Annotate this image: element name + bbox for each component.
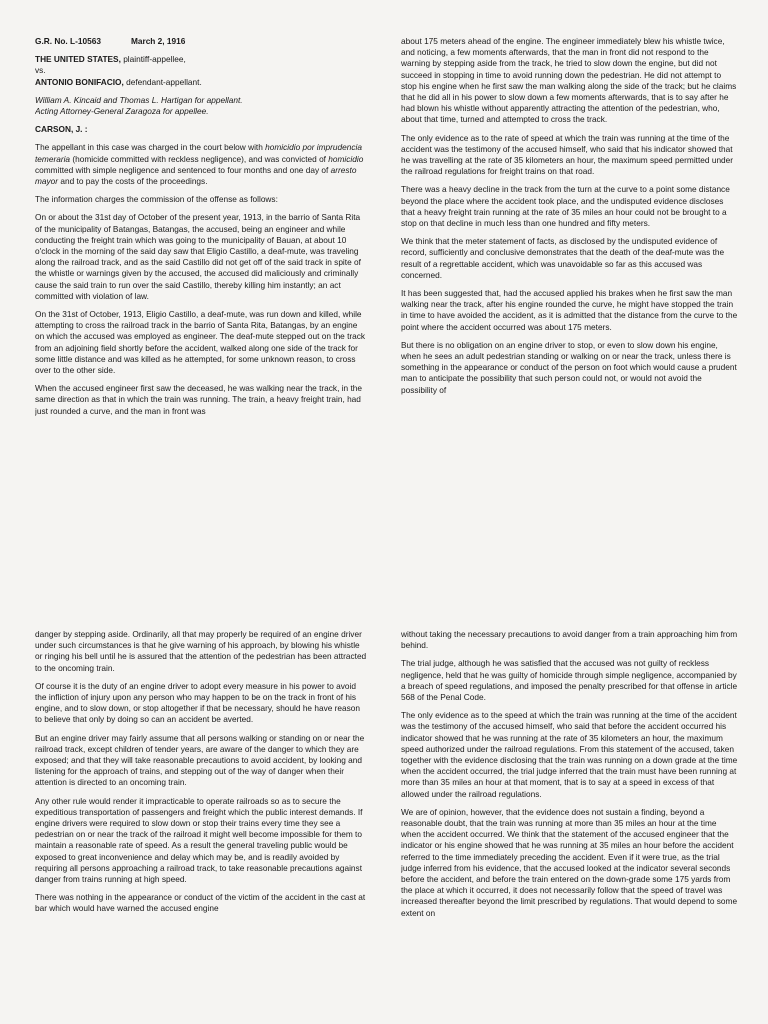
page-column-4 [401,629,738,1024]
page-column-3 [35,629,368,1024]
paragraph-15: Any other rule would render it impracticable to operate railroads so as to secure the expeditious transportation of passengers and freight which the public interest demands. If engine drivers were required to slow down or stop their trains every time they see a pedestrian on or near the track of the railroad it might well become impossible for them to maintain a reasonable rate of speed. As a result the general traveling public would be exposed to great inconvenience and delay which may be, and is readily avoided by requiring all persons approaching a railroad track, to take reasonable precautions against danger from trains running at high speed. [35,795,363,885]
page-break [0,570,768,620]
p1-text-g: and to pay the costs of the proceedings. [58,176,208,187]
paragraph-8: There was a heavy decline in the track from the turn at the curve to a point some distance beyond the place where the accident took place, and the undisputed evidence discloses that a heavy freight train running at the rate of 35 miles an hour could not be brought to a stop on that decline in much less than one hundred and fifty meters. [401,184,730,229]
parties [35,54,368,88]
p1-text-e: committed with simple negligence and sentenced to four months and one day of [35,164,331,175]
paragraph-16: There was nothing in the appearance or conduct of the victim of the accident in the cast at bar which would have warned the accused engine [35,892,366,914]
paragraph-5: When the accused engineer first saw the deceased, he was walking near the track, in the same direction as that in which the train was running. The train, a heavy freight train, had just rounded a curve, and the man in front was [35,383,362,416]
counsel-appellant: William A. Kincaid and Thomas L. Hartigan for appellant. [35,94,243,105]
paragraph-17: without taking the necessary precautions to avoid danger from a train approaching him from behind. [401,629,738,651]
paragraph-6: about 175 meters ahead of the engine. The engineer immediately blew his whistle twice, and noticing, a few moments afterwards, that the man in front did not respond to the warning by stepping aside from the track, he tried to slow down the engine, but did not succeed in stopping in time to avoid running down the pedestrian. He did not attempt to stop his engine when he first saw the man walking along the side of the track; but he claims that he did all in his power to slow down a few moments afterwards, that is to say after he had blown his whistle without apparently attracting the attention of the pedestrian, who, about that time, turned and attempted to cross the track. [401,36,737,125]
paragraph-4: On the 31st of October, 1913, Eligio Castillo, a deaf-mute, was run down and killed, while attempting to cross the railroad track in the barrio of Santa Rita, Batangas, by an engine on which the accused was employed as engineer. The deaf-mute stepped out on the track from an adjoining field shortly before the accident, walked along one side of the track for some little distance and was killed as he attempted, for some unknown reason, to cross over to the other side. [35,309,366,376]
defendant-name: ANTONIO BONIFACIO, [35,76,124,87]
paragraph-3: On or about the 31st day of October of the present year, 1913, in the barrio of Santa Rita of the municipality of Batangas, Batangas, the accused, being an engineer and while conducting the freight train which was going to the municipality of Bauan, at about 10 o'clock in the morning of the said day saw that Eligio Castillo, a deaf-mute, was traveling along the railroad track, and as the said Castillo did not get off of the said track in spite of the whistle or warnings given by the accused, the accused did maliciously and criminally cause the said train to run over the said Castillo, thereby killing him instantly; an act committed with violation of law. [35,212,361,301]
p1-text-f: arresto mayor [35,164,357,187]
p1-text-c: (homicide committed with reckless negligence), and was convicted of [70,153,329,164]
p1-text-a: The appellant in this case was charged in the court below with [35,142,266,153]
paragraph-14: But an engine driver may fairly assume that all persons walking or standing on or near the railroad track, except children of tender years, are aware of the danger to which they are exposed; and that they will take reasonable precautions to avoid accident, by looking and listening for the approach of trains, and stepping out of the way of danger when their attention is directed to an oncoming train. [35,732,365,788]
paragraph-7: The only evidence as to the rate of speed at which the train was running at the time of the accident was the testimony of the accused himself, who said that his indicator showed that he was travelling at the rate of 35 kilometers an hour, the maximum speed permitted under the railroad regulations for freight trains on that road. [401,132,734,177]
counsel-block [35,95,368,117]
plaintiff-role: plaintiff-appellee, [120,54,186,65]
paragraph-1 [35,142,368,187]
case-header [35,36,368,47]
p1-text-d: homicidio [328,153,364,164]
case-number: G.R. No. L-10563 [35,36,101,46]
paragraph-11: But there is no obligation on an engine driver to stop, or even to slow down his engine, when he sees an adult pedestrian standing or walking on or near the track, unless there is something in the appearance or conduct of the person on foot which would cause a prudent man to anticipate the possibility that such person could not, or would not avoid the possibility of [401,339,737,395]
page-column-1 [35,36,368,556]
paragraph-10: It has been suggested that, had the accused applied his brakes when he first saw the man walking near the track, after his engine rounded the curve, he might have stopped the train in time to have avoided the accident, as it is admitted that the distance from the curve to the point where the accident occurred was about 175 meters. [401,288,738,332]
page-column-2 [401,36,738,556]
p1-text-b: homicidio por imprudencia temeraria [35,142,362,164]
justice-name: CARSON, J. : [35,124,88,135]
defendant-role: defendant-appellant. [123,76,202,87]
counsel-appellee: Acting Attorney-General Zaragoza for appellee. [35,106,209,117]
paragraph-19: The only evidence as to the speed at which the train was running at the time of the accident was the testimony of the accused himself, who said that before the accident occurred his indicator showed that he was running at the rate of 35 kilometers an hour, the maximum speed authorized under the railroad regulations. From this statement of the accused, taken together with the evidence disclosing that the train was running on a down grade at the time when the accident occurred, the trial judge inferred that the train must have been running at more than 35 miles an hour at that moment, that is to say at a speed in excess of that allowed under the railroad regulations. [401,710,738,799]
paragraph-13: Of course it is the duty of an engine driver to adopt every measure in his power to avoid the infliction of injury upon any person who may happen to be on the track in front of his engine, and to slow down, or stop altogether if that be necessary, should he have reason to believe that only by doing so can an accident be averted. [35,680,361,725]
paragraph-12: danger by stepping aside. Ordinarily, all that may properly be required of an engine driver under such circumstances is that he give warning of his approach, by blowing his whistle or ringing his bell until he is assured that the attention of the pedestrian has been attracted to the oncoming train. [35,629,367,673]
paragraph-20: We are of opinion, however, that the evidence does not sustain a finding, beyond a reasonable doubt, that the train was running at more than 35 miles an hour at the time when the accident occurred. We think that the statement of the accused engineer that the indicator or his engine showed that he was running at 35 miles an hour before the accident referred to the time immediately preceding the accident. Even if it were true, as the trial judge inferred from his evidence, that the accused looked at the indicator several seconds before the accident, and before the train entered on the down-grade some 175 yards from the place at which it occurred, it does not necessarily follow that the speed of travel was increased thereafter beyond the limit prescribed by regulations. That would depend to some extent on [401,806,738,918]
case-date: March 2, 1916 [130,36,186,46]
versus-label: vs. [35,65,46,76]
paragraph-2: The information charges the commission of the offense as follows: [35,194,278,205]
plaintiff-name: THE UNITED STATES, [35,54,121,65]
paragraph-9: We think that the meter statement of facts, as disclosed by the undisputed evidence of record, sufficiently and conclusive demonstrates that the death of the deaf-mute was the result of a regrettable accident, which was unavoidable so far as this accused was concerned. [401,236,725,280]
paragraph-18: The trial judge, although he was satisfied that the accused was not guilty of reckless negligence, held that he was guilty of homicide through simple negligence, accompanied by a breach of speed regulations, and imposed the penalty prescribed for that offense in article 568 of the Penal Code. [401,658,738,703]
